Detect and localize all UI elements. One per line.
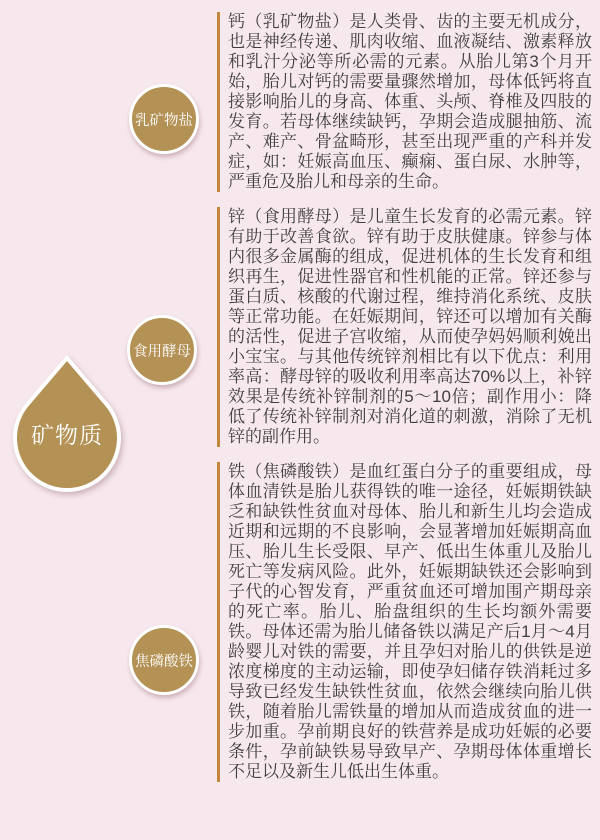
section-calcium <box>217 12 592 192</box>
section-calcium-text: 钙（乳矿物盐）是人类骨、齿的主要无机成分，也是神经传递、肌肉收缩、血液凝结、激素释放和乳汁分泌等所必需的元素。从胎儿第3个月开始，胎儿对钙的需要量骤然增加，母体低钙将直接影响胎儿的身高、体重、头颅、脊椎及四肢的发育。若母体继续缺钙，孕期会造成腿抽筋、流产、难产、骨盆畸形，甚至出现严重的产科并发症，如：妊娠高血压、癫痫、蛋白尿、水肿等，严重危及胎儿和母亲的生命。 <box>228 12 592 191</box>
sections-column <box>217 12 592 782</box>
badge-edible-yeast <box>127 315 197 385</box>
minerals-title: 矿物质 <box>31 421 103 448</box>
badge-milk-mineral-salt-label: 乳矿物盐 <box>135 112 193 129</box>
minerals-drop <box>9 354 125 494</box>
badge-ferric-pyrophosphate-label: 焦磷酸铁 <box>135 653 193 670</box>
section-zinc-text: 锌（食用酵母）是儿童生长发育的必需元素。锌有助于改善食欲。锌有助于皮肤健康。锌参与体内很多金属酶的组成，促进机体的生长发育和组织再生，促进性器官和性机能的正常。锌还参与蛋白质、核酸的代谢过程，维持消化系统、皮肤等正常功能。在妊娠期间，锌还可以增加有关酶的活性，促进子宫收缩，从而使孕妈妈顺利娩出小宝宝。与其他传统锌剂相比有以下优点：利用率高：酵母锌的吸收利用率高达70%以上，补锌效果是传统补锌制剂的5～10倍；副作用小：降低了传统补锌制剂对消化道的刺激，消除了无机锌的副作用。 <box>228 207 592 446</box>
section-zinc <box>217 207 592 447</box>
badge-milk-mineral-salt <box>129 84 199 154</box>
badge-edible-yeast-label: 食用酵母 <box>133 343 191 360</box>
section-iron-text: 铁（焦磷酸铁）是血红蛋白分子的重要组成，母体血清铁是胎儿获得铁的唯一途径，妊娠期铁缺乏和缺铁性贫血对母体、胎儿和新生儿均会造成近期和远期的不良影响，会显著增加妊娠期高血压、胎儿生长受限、早产、低出生体重儿及胎儿死亡等发病风险。此外，妊娠期缺铁还会影响到子代的心智发育，严重贫血还可增加围产期母亲的死亡率。胎儿、胎盘组织的生长均额外需要铁。母体还需为胎儿储备铁以满足产后1月～4月龄婴儿对铁的需要，并且孕妇对胎儿的供铁是逆浓度梯度的主动运输，即使孕妇储存铁消耗过多导致已经发生缺铁性贫血，依然会继续向胎儿供铁，随着胎儿需铁量的增加从而造成贫血的进一步加重。孕前期良好的铁营养是成功妊娠的必要条件，孕前缺铁易导致早产、孕期母体体重增长不足以及新生儿低出生体重。 <box>228 462 592 781</box>
section-iron <box>217 462 592 782</box>
badge-ferric-pyrophosphate <box>129 625 199 695</box>
